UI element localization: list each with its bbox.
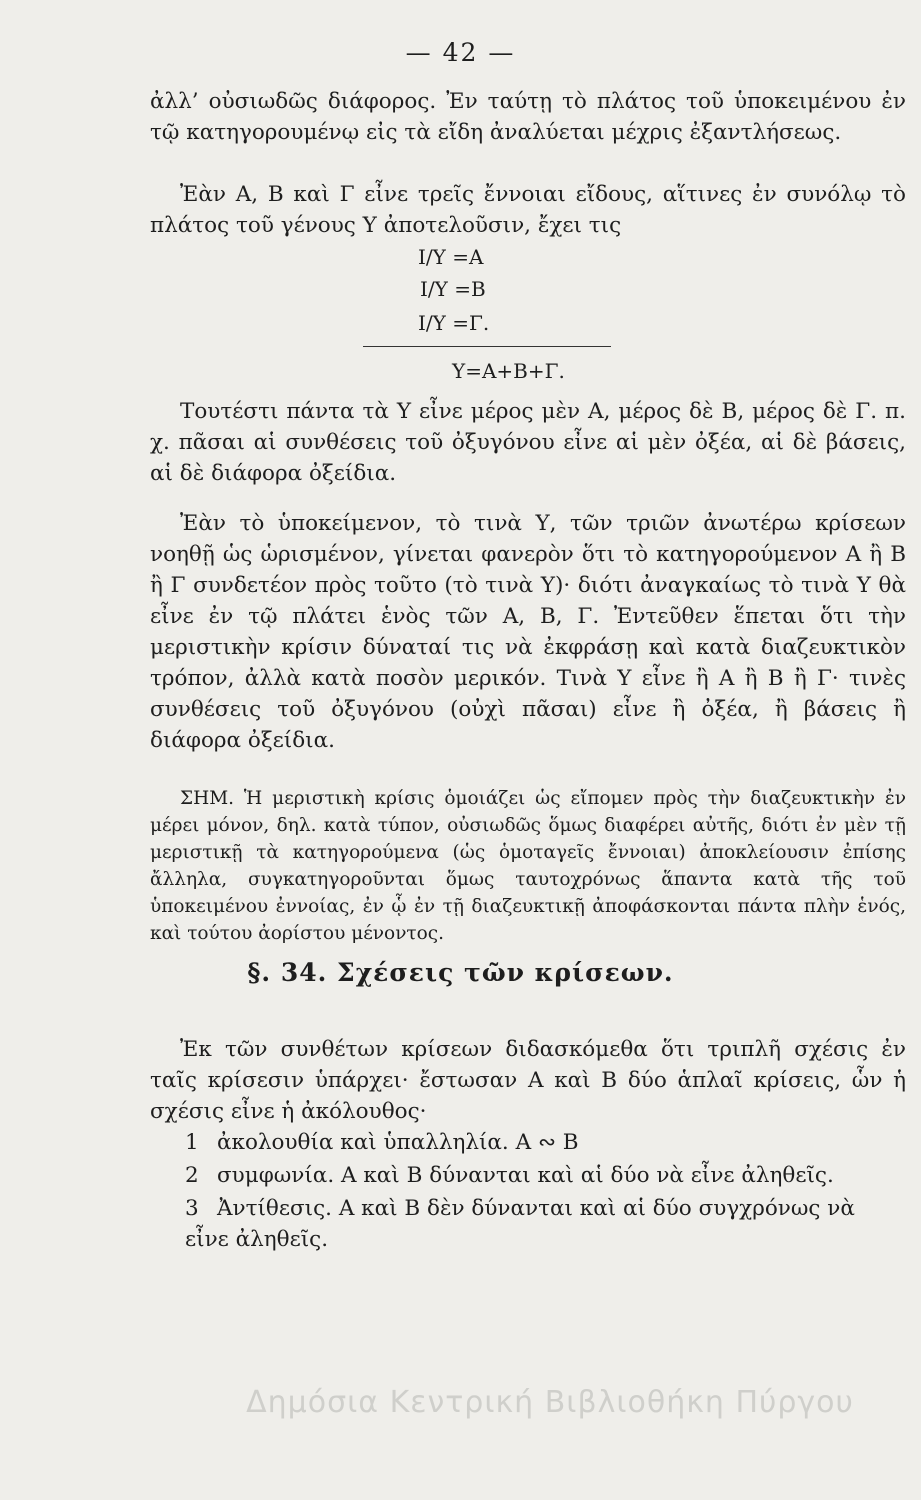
list-item-text: ἀκολουθία καὶ ὑπαλληλία. Α ∾ Β	[217, 1130, 579, 1155]
note-text: ΣΗΜ. Ἡ μεριστικὴ κρίσις ὁμοιάζει ὡς εἴπομεν πρὸς τὴν διαζευκτικὴν ἐν μέρει μόνον, δηλ. κατὰ τύπον, οὐσιωδῶς ὅμως διαφέρει αὐτῆς, διότι ἐν μὲν τῇ μεριστικῇ τὰ κατηγορούμενα (ὡς ὁμοταγεῖς ἔννοιαι) ἀποκλείουσιν ἐπίσης ἄλληλα, συγκατηγοροῦνται ὅμως ταυτοχρόνως ἅπαντα κατὰ τῆς τοῦ ὑποκειμένου ἐννοίας, ἐν ᾧ ἐν τῇ διαζευκτικῇ ἀποφάσκονται πάντα πλὴν ἑνός, καὶ τούτου ἀορίστου μένοντος.	[150, 788, 906, 944]
paragraph-5	[150, 1034, 906, 1127]
note	[150, 785, 906, 947]
paragraph-4-text: Ἐὰν τὸ ὑποκείμενον, τὸ τινὰ Υ, τῶν τριῶν ἀνωτέρω κρίσεων νοηθῇ ὡς ὡρισμένον, γίνεται φανερὸν ὅτι τὸ κατηγορούμενον Α ἢ Β ἢ Γ συνδετέον πρὸς τοῦτο (τὸ τινὰ Υ)· διότι ἀναγκαίως τὸ τινὰ Υ θὰ εἶνε ἐν τῷ πλάτει ἑνὸς τῶν Α, Β, Γ. Ἐντεῦθεν ἕπεται ὅτι τὴν μεριστικὴν κρίσιν δύναταί τις νὰ ἐκφράσῃ καὶ κατὰ διαζευκτικὸν τρόπον, ἀλλὰ κατὰ ποσὸν μερικόν. Τινὰ Υ εἶνε ἢ Α ἢ Β ἢ Γ· τινὲς συνθέσεις τοῦ ὀξυγόνου (οὐχὶ πᾶσαι) εἶνε ἢ ὀξέα, ἢ βάσεις ἢ διάφορα ὀξείδια.	[150, 511, 906, 753]
list-item	[185, 1193, 905, 1255]
formula-line-2: Ι/Υ =Β	[420, 277, 486, 301]
list-item	[185, 1160, 905, 1191]
paragraph-2-text: Ἐὰν Α, Β καὶ Γ εἶνε τρεῖς ἔννοιαι εἴδους, αἵτινες ἐν συνόλῳ τὸ πλάτος τοῦ γένους Υ ἀποτελοῦσιν, ἔχει τις	[150, 182, 906, 238]
page-number: — 42 —	[405, 38, 516, 67]
list-item	[185, 1127, 905, 1158]
list-item-text: συμφωνία. Α καὶ Β δύνανται καὶ αἱ δύο νὰ εἶνε ἀληθεῖς.	[217, 1163, 834, 1188]
paragraph-3	[150, 396, 906, 489]
list-item-text: Ἀντίθεσις. Α καὶ Β δὲν δύνανται καὶ αἱ δύο συγχρόνως νὰ εἶνε ἀληθεῖς.	[185, 1196, 855, 1252]
paragraph-2	[150, 179, 906, 241]
paragraph-1-text: ἀλλ’ οὐσιωδῶς διάφορος. Ἐν ταύτῃ τὸ πλάτος τοῦ ὑποκειμένου ἐν τῷ κατηγορουμένῳ εἰς τὰ εἴδη ἀναλύεται μέχρις ἐξαντλήσεως.	[150, 89, 906, 145]
library-watermark: Δημόσια Κεντρική Βιβλιοθήκη Πύργου	[246, 1385, 854, 1420]
paragraph-5-text: Ἐκ τῶν συνθέτων κρίσεων διδασκόμεθα ὅτι τριπλῆ σχέσις ἐν ταῖς κρίσεσιν ὑπάρχει· ἔστωσαν Α καὶ Β δύο ἁπλαῖ κρίσεις, ὧν ἡ σχέσις εἶνε ἡ ἀκόλουθος·	[150, 1037, 906, 1124]
section-title: §. 34. Σχέσεις τῶν κρίσεων.	[247, 958, 674, 987]
list-item-number: 3	[185, 1196, 199, 1221]
paragraph-4	[150, 508, 906, 756]
paragraph-3-text: Τουτέστι πάντα τὰ Υ εἶνε μέρος μὲν Α, μέρος δὲ Β, μέρος δὲ Γ. π. χ. πᾶσαι αἱ συνθέσεις τοῦ ὀξυγόνου εἶνε αἱ μὲν ὀξέα, αἱ δὲ βάσεις, αἱ δὲ διάφορα ὀξείδια.	[150, 399, 906, 486]
formula-sum: Υ=Α+Β+Γ.	[452, 359, 565, 383]
paragraph-1	[150, 86, 906, 148]
list-item-number: 1	[185, 1130, 199, 1155]
list-item-number: 2	[185, 1163, 199, 1188]
formula-line-1: Ι/Υ =Α	[418, 245, 484, 269]
formula-rule	[363, 346, 611, 347]
formula-line-3: Ι/Υ =Γ.	[418, 311, 490, 335]
